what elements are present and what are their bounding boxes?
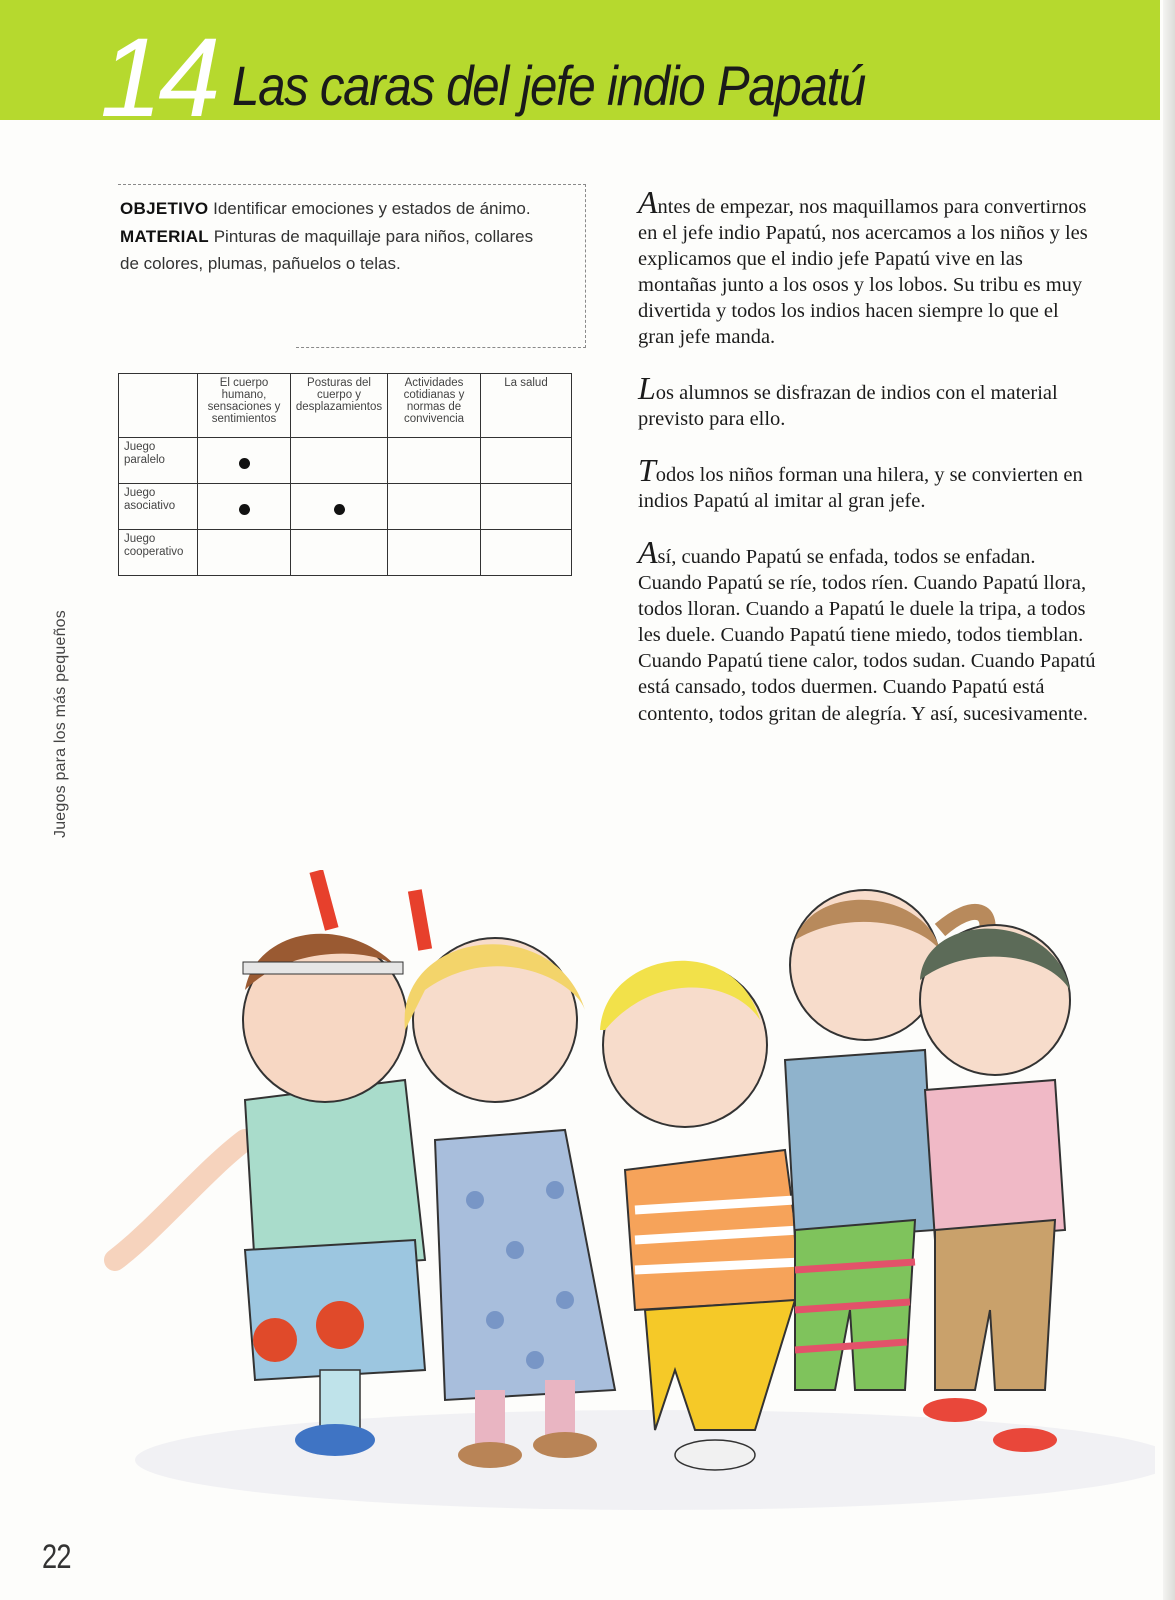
table-row xyxy=(119,484,572,530)
table-cell xyxy=(481,484,572,530)
table-cell xyxy=(291,484,388,530)
table-cell xyxy=(388,530,481,576)
info-box-content xyxy=(120,196,540,279)
table-header-row xyxy=(119,374,572,438)
row-label: Juego paralelo xyxy=(119,438,198,484)
table-cell xyxy=(481,530,572,576)
column-header: La salud xyxy=(481,374,572,438)
body-paragraph xyxy=(638,370,1098,432)
table-cell xyxy=(388,484,481,530)
page-number: 22 xyxy=(42,1538,71,1576)
paragraph-text: odos los niños forman una hilera, y se convierten en indios Papatú al imitar al gran jefe. xyxy=(638,464,1083,513)
material-label: MATERIAL xyxy=(120,227,209,247)
activity-matrix-table xyxy=(118,373,572,576)
table-row xyxy=(119,530,572,576)
info-box-border-right xyxy=(585,184,586,348)
table-cell xyxy=(198,530,291,576)
material-text: Pinturas de maquillaje para niños, collares de colores, plumas, pañuelos o telas. xyxy=(120,227,534,273)
table-cell xyxy=(198,438,291,484)
body-paragraph xyxy=(638,534,1098,726)
table-cell xyxy=(388,438,481,484)
row-label: Juego asociativo xyxy=(119,484,198,530)
row-label: Juego cooperativo xyxy=(119,530,198,576)
column-header: Actividades cotidianas y normas de convivencia xyxy=(388,374,481,438)
paragraph-initial: A xyxy=(638,184,658,220)
info-box-border-bottom xyxy=(296,347,586,348)
table-cell xyxy=(291,530,388,576)
column-header: El cuerpo humano, sensaciones y sentimientos xyxy=(198,374,291,438)
body-paragraph xyxy=(638,452,1098,514)
objetivo-label: OBJETIVO xyxy=(120,199,209,218)
info-box-border-top xyxy=(118,184,586,185)
bullet-mark-icon xyxy=(239,458,250,469)
paragraph-initial: L xyxy=(638,370,656,407)
table-body xyxy=(119,438,572,576)
table-cell xyxy=(198,484,291,530)
table-cell xyxy=(291,438,388,484)
table-corner-cell xyxy=(119,374,198,438)
paragraph-text: sí, cuando Papatú se enfada, todos se enfadan. Cuando Papatú se ríe, todos ríen. Cuando Papatú llora, todos lloran. Cuando a Papatú le duele la tripa, a todos les duele. Cuando Papatú tiene miedo, todos tiemblan. Cuando Papatú tiene calor, todos sudan. Cuando Papatú está cansado, todos duermen. Cuando Papatú está contento, todos gritan de alegría. Y así, sucesivamente. xyxy=(638,546,1096,725)
objetivo-line xyxy=(120,196,540,222)
paragraph-text: ntes de empezar, nos maquillamos para convertirnos en el jefe indio Papatú, nos acercamos a los niños y les explicamos que el indio jefe Papatú vive en las montañas junto a los osos y los lobos. Su tribu es muy divertida y todos los indios hacen siempre lo que el gran jefe manda. xyxy=(638,196,1088,349)
table-row xyxy=(119,438,572,484)
children-illustration-icon xyxy=(95,870,1155,1520)
paragraph-initial: A xyxy=(638,534,658,571)
body-paragraph xyxy=(638,184,1098,350)
info-box xyxy=(118,184,586,348)
bullet-mark-icon xyxy=(334,504,345,515)
table-cell xyxy=(481,438,572,484)
paragraph-initial: T xyxy=(638,452,656,489)
column-header: Posturas del cuerpo y desplazamientos xyxy=(291,374,388,438)
paragraph-text: os alumnos se disfrazan de indios con el material previsto para ello. xyxy=(638,382,1058,431)
material-line xyxy=(120,224,540,277)
body-text xyxy=(638,184,1098,753)
chapter-number: 14 xyxy=(100,15,217,140)
page-edge xyxy=(1163,0,1175,1600)
chapter-title: Las caras del jefe indio Papatú xyxy=(232,54,866,117)
bullet-mark-icon xyxy=(239,504,250,515)
side-label: Juegos para los más pequeños xyxy=(52,610,69,838)
objetivo-text: Identificar emociones y estados de ánimo. xyxy=(213,199,531,218)
